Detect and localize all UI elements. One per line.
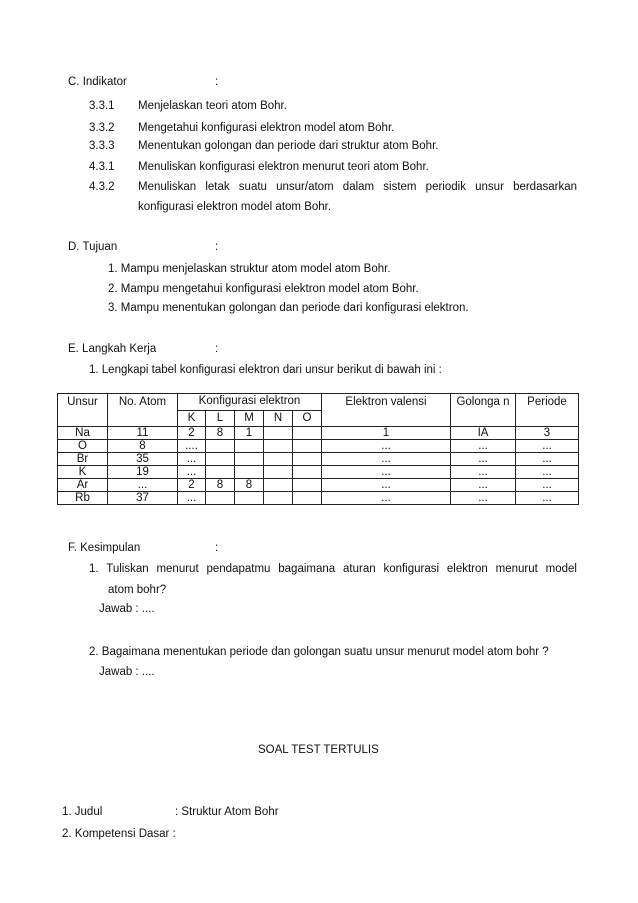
cell-l bbox=[206, 440, 235, 453]
tujuan-heading: D. Tujuan bbox=[68, 241, 118, 253]
soal-title: SOAL TEST TERTULIS bbox=[258, 744, 379, 756]
cell-golongan: ... bbox=[451, 466, 516, 479]
indikator-num: 3.3.1 bbox=[89, 100, 115, 112]
cell-o bbox=[293, 440, 322, 453]
cell-no-atom: 37 bbox=[108, 492, 178, 505]
cell-valensi: ... bbox=[322, 466, 451, 479]
langkah-heading: E. Langkah Kerja bbox=[68, 343, 157, 355]
konfigurasi-table bbox=[57, 393, 579, 505]
kesimpulan-heading: F. Kesimpulan bbox=[68, 542, 141, 554]
table-row bbox=[58, 479, 579, 492]
cell-n bbox=[264, 427, 293, 440]
cell-m bbox=[235, 492, 264, 505]
kesimpulan-question-1-continued: atom bohr? bbox=[108, 584, 167, 596]
cell-n bbox=[264, 492, 293, 505]
judul-value: : Struktur Atom Bohr bbox=[175, 806, 279, 818]
langkah-item: 1. Lengkapi tabel konfigurasi elektron dari unsur berikut di bawah ini : bbox=[89, 364, 442, 376]
cell-valensi: ... bbox=[322, 453, 451, 466]
header-shell-k: K bbox=[178, 411, 206, 427]
cell-m: 1 bbox=[235, 427, 264, 440]
langkah-colon: : bbox=[215, 343, 219, 355]
cell-n bbox=[264, 453, 293, 466]
cell-l: 8 bbox=[206, 427, 235, 440]
cell-valensi: ... bbox=[322, 440, 451, 453]
cell-valensi: ... bbox=[322, 479, 451, 492]
cell-valensi: 1 bbox=[322, 427, 451, 440]
cell-k: 2 bbox=[178, 479, 206, 492]
cell-periode: 3 bbox=[516, 427, 579, 440]
judul-label: 1. Judul bbox=[62, 806, 103, 818]
indikator-text: Menuliskan konfigurasi elektron menurut teori atom Bohr. bbox=[138, 161, 429, 173]
cell-unsur: K bbox=[58, 466, 108, 479]
cell-o bbox=[293, 427, 322, 440]
indikator-num: 3.3.3 bbox=[89, 140, 115, 152]
cell-k: 2 bbox=[178, 427, 206, 440]
tujuan-colon: : bbox=[215, 241, 219, 253]
cell-periode: ... bbox=[516, 466, 579, 479]
kompetensi-dasar-label: 2. Kompetensi Dasar : bbox=[62, 828, 176, 840]
cell-n bbox=[264, 466, 293, 479]
indikator-text: Mengetahui konfigurasi elektron model atom Bohr. bbox=[138, 122, 395, 134]
cell-golongan: ... bbox=[451, 479, 516, 492]
header-unsur: Unsur bbox=[58, 394, 108, 427]
header-golongan: Golonga n bbox=[451, 394, 516, 427]
cell-o bbox=[293, 466, 322, 479]
table-row bbox=[58, 440, 579, 453]
cell-unsur: Br bbox=[58, 453, 108, 466]
cell-no-atom: 35 bbox=[108, 453, 178, 466]
cell-unsur: Ar bbox=[58, 479, 108, 492]
cell-valensi: ... bbox=[322, 492, 451, 505]
jawab-1: Jawab : .... bbox=[99, 603, 155, 615]
header-no-atom: No. Atom bbox=[108, 394, 178, 427]
cell-periode: ... bbox=[516, 440, 579, 453]
cell-golongan: ... bbox=[451, 453, 516, 466]
kesimpulan-colon: : bbox=[215, 542, 219, 554]
header-elektron-valensi: Elektron valensi bbox=[322, 394, 451, 427]
cell-k: ... bbox=[178, 466, 206, 479]
table-row bbox=[58, 427, 579, 440]
cell-l bbox=[206, 466, 235, 479]
cell-golongan: IA bbox=[451, 427, 516, 440]
cell-no-atom: 8 bbox=[108, 440, 178, 453]
header-shell-m: M bbox=[235, 411, 264, 427]
jawab-2: Jawab : .... bbox=[99, 666, 155, 678]
cell-o bbox=[293, 492, 322, 505]
cell-k: ... bbox=[178, 453, 206, 466]
tujuan-item: 2. Mampu mengetahui konfigurasi elektron model atom Bohr. bbox=[108, 283, 419, 295]
cell-no-atom: 19 bbox=[108, 466, 178, 479]
tujuan-item: 1. Mampu menjelaskan struktur atom model atom Bohr. bbox=[108, 263, 391, 275]
indikator-heading: C. Indikator bbox=[68, 76, 127, 88]
cell-no-atom: ... bbox=[108, 479, 178, 492]
indikator-colon: : bbox=[215, 76, 219, 88]
kesimpulan-question-1: 1. Tuliskan menurut pendapatmu bagaimana aturan konfigurasi elektron menurut model bbox=[89, 563, 577, 575]
header-shell-n: N bbox=[264, 411, 293, 427]
cell-n bbox=[264, 479, 293, 492]
cell-golongan: ... bbox=[451, 440, 516, 453]
header-shell-o: O bbox=[293, 411, 322, 427]
tujuan-item: 3. Mampu menentukan golongan dan periode dari konfigurasi elektron. bbox=[108, 302, 469, 314]
cell-k: .... bbox=[178, 440, 206, 453]
header-konfigurasi: Konfigurasi elektron bbox=[178, 394, 322, 411]
cell-l bbox=[206, 492, 235, 505]
cell-unsur: O bbox=[58, 440, 108, 453]
cell-m bbox=[235, 466, 264, 479]
header-shell-l: L bbox=[206, 411, 235, 427]
cell-n bbox=[264, 440, 293, 453]
cell-o bbox=[293, 479, 322, 492]
indikator-num: 3.3.2 bbox=[89, 122, 115, 134]
table-row bbox=[58, 453, 579, 466]
cell-l bbox=[206, 453, 235, 466]
cell-golongan: ... bbox=[451, 492, 516, 505]
indikator-num: 4.3.2 bbox=[89, 181, 115, 193]
cell-l: 8 bbox=[206, 479, 235, 492]
indikator-text-continued: konfigurasi elektron model atom Bohr. bbox=[138, 201, 332, 213]
cell-periode: ... bbox=[516, 492, 579, 505]
cell-unsur: Na bbox=[58, 427, 108, 440]
cell-unsur: Rb bbox=[58, 492, 108, 505]
cell-m bbox=[235, 440, 264, 453]
header-periode: Periode bbox=[516, 394, 579, 427]
indikator-num: 4.3.1 bbox=[89, 161, 115, 173]
cell-m bbox=[235, 453, 264, 466]
table-header-row bbox=[58, 394, 579, 411]
kesimpulan-question-2: 2. Bagaimana menentukan periode dan golongan suatu unsur menurut model atom bohr ? bbox=[89, 646, 549, 658]
indikator-text: Menentukan golongan dan periode dari struktur atom Bohr. bbox=[138, 140, 439, 152]
table-row bbox=[58, 466, 579, 479]
cell-periode: ... bbox=[516, 479, 579, 492]
cell-m: 8 bbox=[235, 479, 264, 492]
cell-periode: ... bbox=[516, 453, 579, 466]
indikator-text: Menuliskan letak suatu unsur/atom dalam sistem periodik unsur berdasarkan bbox=[138, 181, 577, 193]
table-row bbox=[58, 492, 579, 505]
cell-o bbox=[293, 453, 322, 466]
cell-k: ... bbox=[178, 492, 206, 505]
cell-no-atom: 11 bbox=[108, 427, 178, 440]
indikator-text: Menjelaskan teori atom Bohr. bbox=[138, 100, 287, 112]
